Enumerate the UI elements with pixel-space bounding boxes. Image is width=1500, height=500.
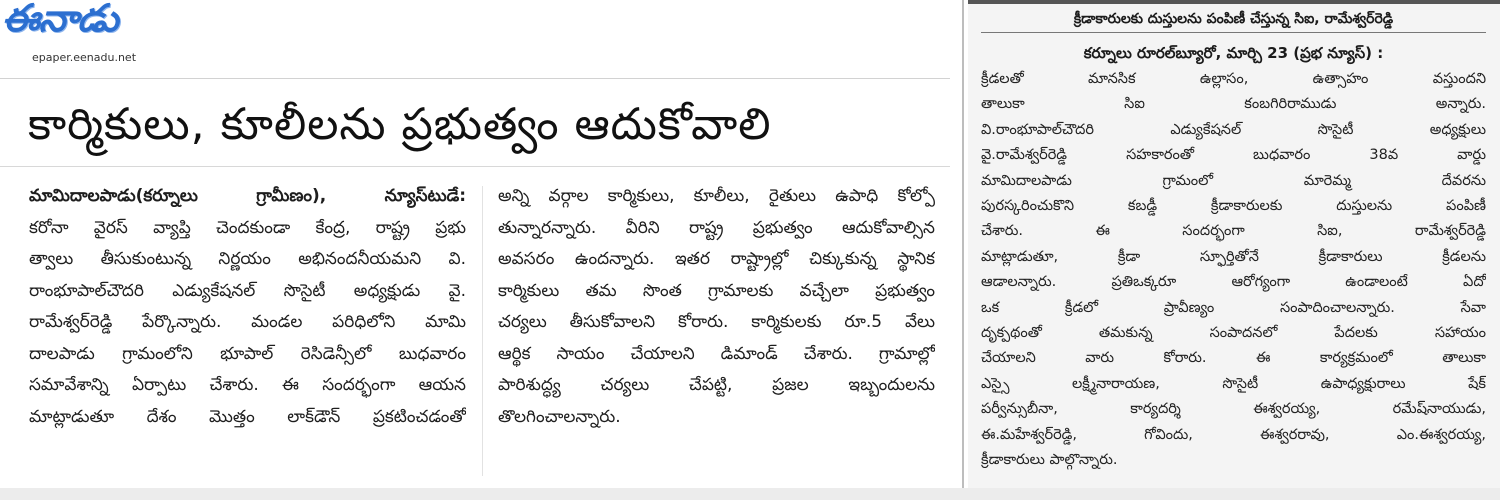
clipping-line: చేశారు. ఈ సందర్భంగా సిఐ, రామేశ్వర్‌రెడ్డి xyxy=(981,223,1486,240)
article-line: రామేశ్వర్‌రెడ్డి పేర్కొన్నారు. మండల పరిధిలోని మామి xyxy=(29,312,466,332)
clipping-line: మామిదాలపాడు గ్రామంలో మారెమ్మ దేవరను xyxy=(981,172,1486,189)
article-line: సమావేశాన్ని ఏర్పాటు చేశారు. ఈ సందర్భంగా ఆయన xyxy=(29,375,466,395)
clipping-line: క్రీడలతో మానసిక ఉల్లాసం, ఉత్సాహం వస్తుందని xyxy=(981,71,1486,87)
article-headline: కార్మికులు, కూలీలను ప్రభుత్వం ఆదుకోవాలి xyxy=(28,99,772,150)
site-url: epaper.eenadu.net xyxy=(32,51,137,64)
clipping-line: క్రీడాకారులు పాల్గొన్నారు. xyxy=(981,452,1118,469)
clipping-line: ఆడాలన్నారు. ప్రతిఒక్కరూ ఆరోగ్యంగా ఉండాలంటే ఏదో xyxy=(981,274,1486,291)
clipping-line: దృక్పథంతో తమకున్న సంపాదనలో పేదలకు సహాయం xyxy=(981,325,1486,342)
headline-rule xyxy=(0,166,950,167)
article-line: దాలపాడు గ్రామంలోని భూపాల్ రెసిడెన్సీలో బుధవారం xyxy=(29,343,466,364)
clipping-line: వి.రాంభూపాల్‌చౌదరి ఎడ్యుకేషనల్ సొసైటీ అధ్యక్షులు xyxy=(981,121,1486,138)
article-line: తున్నారన్నారు. వీరిని రాష్ట్ర ప్రభుత్వం ఆదుకోవాల్సిన xyxy=(498,217,935,238)
article-line: కార్మికులు తమ సొంత గ్రామాలకు వచ్చేలా ప్రభుత్వం xyxy=(498,280,935,301)
clipping-line: పర్వీన్సుబీనా, కార్యదర్శి ఈశ్వరయ్య, రమేష్‌నాయుడు, xyxy=(981,401,1486,418)
article-line: తొలగించాలన్నారు. xyxy=(498,406,621,427)
article-line: మాట్లాడుతూ దేశం మొత్తం లాక్‌డౌన్ ప్రకటించడంతో xyxy=(29,406,466,427)
clipping-body xyxy=(981,67,1486,474)
article-line: పారిశుద్ధ్య చర్యలు చేపట్టి, ప్రజల ఇబ్బందులను xyxy=(498,375,935,395)
scan-edge xyxy=(0,488,1500,500)
clipping-line: తాలుకా సిఐ కంబగిరిరాముడు అన్నారు. xyxy=(981,96,1486,113)
photo-edge xyxy=(968,0,1500,4)
photo-caption: క్రీడాకారులకు దుస్తులను పంపిణీ చేస్తున్న సిఐ, రామేశ్వర్‌రెడ్డి xyxy=(981,7,1486,33)
article-line: ఆర్థిక సాయం చేయాలని డిమాండ్ చేశారు. గ్రామాల్లో xyxy=(498,343,935,364)
article-line: అవసరం ఉందన్నారు. ఇతర రాష్ట్రాల్లో చిక్కుకున్న స్థానిక xyxy=(498,249,935,269)
clipping-divider xyxy=(962,0,964,492)
clipping-line: ఎస్సై లక్ష్మీనారాయణ, సొసైటీ ఉపాధ్యక్షురాలు షేక్ xyxy=(981,375,1486,392)
eenadu-logo xyxy=(0,0,135,42)
article-dateline: మామిదాలపాడు(కర్నూలు గ్రామీణం), న్యూస్‌టుడే: xyxy=(29,186,466,206)
logo-text: ఈనాడు xyxy=(2,0,118,40)
article-line: కరోనా వైరస్ వ్యాప్తి చెందకుండా కేంద్ర, రాష్ట్ర ప్రభు xyxy=(29,217,466,238)
article-column-2 xyxy=(498,181,935,433)
clipping-line: వై.రామేశ్వర్‌రెడ్డి సహకారంతో బుధవారం 38వ వార్డు xyxy=(981,147,1486,164)
article-line: రాంభూపాల్‌చౌదరి ఎడ్యుకేషనల్ సొసైటీ అధ్యక్షుడు వై. xyxy=(29,280,466,301)
article-line: చర్యలు తీసుకోవాలని కోరారు. కార్మికులకు రూ.5 వేలు xyxy=(498,312,935,332)
clipping-line: పురస్కరించుకొని కబడ్డీ క్రీడాకారులకు దుస్తులను పంపిణీ xyxy=(981,198,1486,215)
clipping-line: ఈ.మహేశ్వర్‌రెడ్డి, గోవిందు, ఈశ్వరరావు, ఎం.ఈశ్వరయ్య, xyxy=(981,426,1486,443)
clipping-line: మాట్లాడుతూ, క్రీడా స్ఫూర్తితోనే క్రీడాకారులు క్రీడలను xyxy=(981,248,1486,265)
column-divider xyxy=(482,186,483,476)
article-line: అన్ని వర్గాల కార్మికులు, కూలీలు, రైతులు ఉపాధి కోల్పో xyxy=(498,186,935,206)
masthead-rule xyxy=(0,78,950,79)
clipping-dateline: కర్నూలు రూరల్‌బ్యూరో, మార్చి 23 (ప్రభ న్యూస్) : xyxy=(1083,44,1384,62)
article-column-1 xyxy=(29,181,466,433)
article-line: త్వాలు తీసుకుంటున్న నిర్ణయం అభినందనీయమని వి. xyxy=(29,249,466,269)
clipping-line: చేయాలని వారు కోరారు. ఈ కార్యక్రమంలో తాలుకా xyxy=(981,350,1486,367)
clipping-line: ఒక క్రీడలో ప్రావీణ్యం సంపాదించాలన్నారు. సేవా xyxy=(981,299,1486,316)
